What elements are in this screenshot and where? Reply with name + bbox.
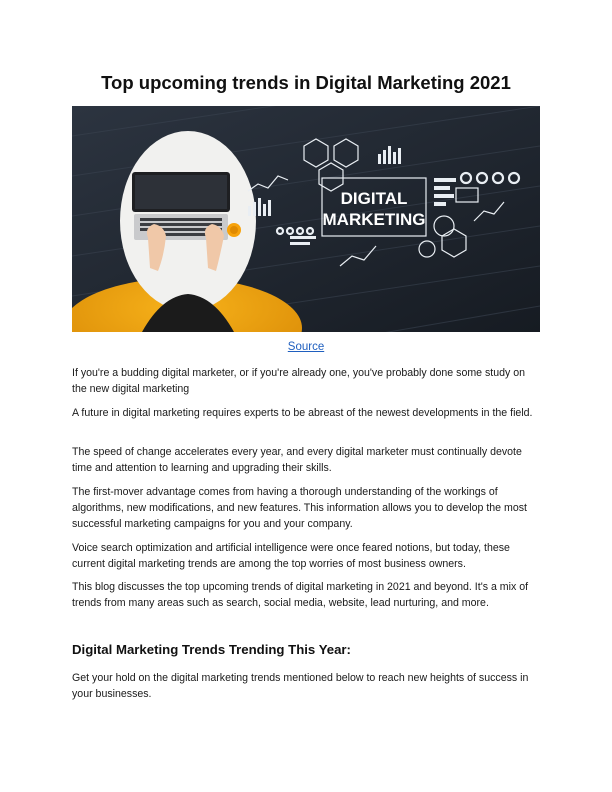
section-heading: Digital Marketing Trends Trending This Year: — [72, 642, 351, 657]
paragraph-5: Voice search optimization and artificial intelligence were once feared notions, but today, these current digital marketing trends are among the top worries of most business owners. — [72, 542, 510, 570]
page-title: Top upcoming trends in Digital Marketing 2021 — [101, 72, 511, 93]
paragraph-6: This blog discusses the top upcoming trends of digital marketing in 2021 and beyond. It's a mix of trends from many areas such as search, social media, website, lead nurturing, and more. — [72, 581, 529, 609]
banner-line1: DIGITAL — [340, 189, 408, 208]
hero-image — [72, 106, 540, 332]
banner-line2: MARKETING — [322, 210, 426, 229]
paragraph-2: A future in digital marketing requires experts to be abreast of the newest developments in the field. — [72, 407, 533, 419]
source-link[interactable]: Source — [287, 341, 325, 353]
closing-paragraph: Get your hold on the digital marketing trends mentioned below to reach new heights of success in your businesses. — [72, 672, 529, 700]
paragraph-3: The speed of change accelerates every year, and every digital marketer must continually devote time and attention to learning and upgrading their skills. — [72, 446, 522, 474]
paragraph-1: If you're a budding digital marketer, or if you're already one, you've probably done some study on the new digital marketing — [72, 367, 526, 395]
paragraph-4: The first-mover advantage comes from having a thorough understanding of the workings of algorithms, new modifications, and new features. This information allows you to develop the most successful marketing campaigns for you and your company. — [72, 486, 527, 530]
